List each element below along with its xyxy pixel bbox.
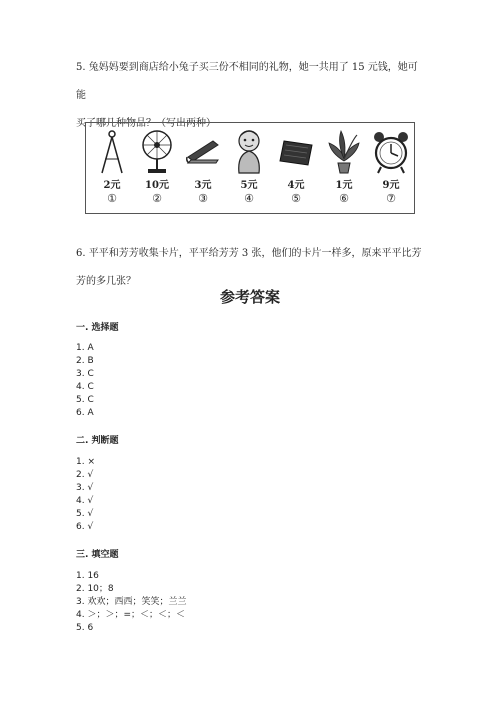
- item-price: 1元: [335, 180, 353, 191]
- figure-item: [276, 127, 316, 206]
- item-price: 2元: [103, 180, 121, 191]
- list-item: 2. √: [76, 470, 94, 480]
- list-item: 1. A: [76, 343, 94, 353]
- list-item: 3. 欢欢；西西；笑笑；兰兰: [76, 597, 187, 607]
- alarm-clock-icon: [373, 129, 409, 175]
- list-item: 6. A: [76, 408, 94, 418]
- list-item: 1. 16: [76, 571, 99, 581]
- item-number: ①: [107, 192, 117, 205]
- item-number: ④: [244, 192, 254, 205]
- list-item: 6. √: [76, 522, 94, 532]
- item-price: 9元: [382, 180, 400, 191]
- list-item: 1. ×: [76, 457, 95, 467]
- figure-item: [137, 127, 177, 206]
- figure-item: [324, 127, 364, 206]
- item-number: ⑤: [291, 192, 301, 205]
- item-price: 4元: [287, 180, 305, 191]
- list-item: 3. C: [76, 369, 94, 379]
- list-item: 4. √: [76, 496, 94, 506]
- list-item: 5. 6: [76, 623, 94, 633]
- doll-icon: [233, 129, 265, 175]
- figure-item: [371, 127, 411, 206]
- item-price: 5元: [240, 180, 258, 191]
- question-6-line-1: 6. 平平和芳芳收集卡片，平平给芳芳 3 张，他们的卡片一样多，原来平平比芳: [76, 248, 422, 259]
- figure-item: [92, 127, 132, 206]
- answer-list-choice: [76, 342, 94, 420]
- item-number: ⑦: [386, 192, 396, 205]
- figure-item: [183, 127, 223, 206]
- items-figure: [85, 122, 415, 214]
- question-5-line-2: 买了哪几种物品？（写出两种）: [76, 118, 216, 129]
- item-number: ②: [152, 192, 162, 205]
- section-heading-choice: 一. 选择题: [76, 323, 119, 333]
- item-price: 3元: [194, 180, 212, 191]
- section-heading-judgement: 二. 判断题: [76, 436, 119, 446]
- wallet-icon: [278, 137, 314, 167]
- item-number: ⑥: [339, 192, 349, 205]
- answers-title: 参考答案: [219, 288, 280, 306]
- item-price: 10元: [145, 180, 169, 191]
- plant-icon: [327, 129, 361, 175]
- figure-item: [229, 127, 269, 206]
- list-item: 4. C: [76, 382, 94, 392]
- item-number: ③: [198, 192, 208, 205]
- list-item: 2. B: [76, 356, 94, 366]
- answer-list-fill-in: [76, 570, 186, 635]
- question-6-line-2: 芳的多几张？: [76, 276, 136, 287]
- list-item: 3. √: [76, 483, 94, 493]
- stapler-icon: [185, 135, 221, 169]
- list-item: 4. ＞；＞；=；＜；＜；＜: [76, 610, 185, 620]
- fan-icon: [140, 129, 174, 175]
- question-5-line-1: 5. 兔妈妈要到商店给小兔子买三份不相同的礼物，她一共用了 15 元钱，她可能: [76, 62, 418, 101]
- section-heading-fill-in: 三. 填空题: [76, 550, 119, 560]
- answer-list-judgement: [76, 456, 95, 534]
- compass-icon: [97, 129, 127, 175]
- list-item: 5. C: [76, 395, 94, 405]
- list-item: 5. √: [76, 509, 94, 519]
- list-item: 2. 10；8: [76, 584, 114, 594]
